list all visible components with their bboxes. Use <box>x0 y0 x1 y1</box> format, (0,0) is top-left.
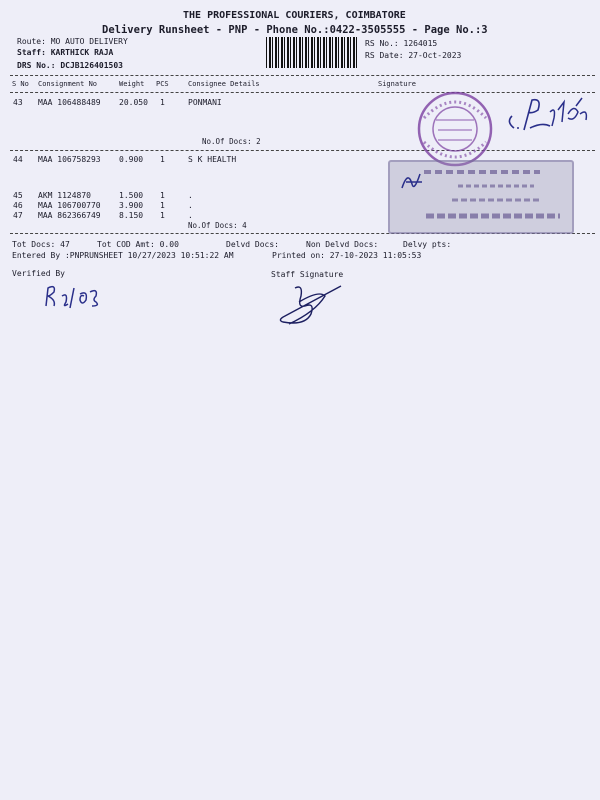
barcode <box>266 37 358 68</box>
row-47-sno: 47 <box>13 211 23 220</box>
rs-date: RS Date: 27-Oct-2023 <box>365 51 462 60</box>
col-sno: S No <box>12 80 29 88</box>
rs-number: RS No.: 1264015 <box>365 39 438 48</box>
row-46-consignment: MAA 106700770 <box>38 201 101 210</box>
row-43-consignee: PONMANI <box>188 98 222 107</box>
row-44-pcs: 1 <box>160 155 165 164</box>
row-47-pcs: 1 <box>160 211 165 220</box>
round-stamp <box>416 90 494 168</box>
total-docs: Tot Docs: 47 <box>12 240 70 249</box>
docs-count-1: No.Of Docs: 2 <box>202 137 261 146</box>
receiver-handwritten-note <box>502 92 592 142</box>
printed-on: Printed on: 27-10-2023 11:05:53 <box>272 251 422 260</box>
docs-count-2: No.Of Docs: 4 <box>188 221 247 230</box>
row-45-sno: 45 <box>13 191 23 200</box>
staff-signature <box>275 282 350 332</box>
row-44-consignment: MAA 106758293 <box>38 155 101 164</box>
row-46-consignee: . <box>188 201 193 210</box>
row-44-weight: 0.900 <box>119 155 144 164</box>
row-rule-1 <box>10 150 595 151</box>
row-45-pcs: 1 <box>160 191 165 200</box>
col-pcs: PCS <box>156 80 169 88</box>
row-45-weight: 1.500 <box>119 191 144 200</box>
row-47-consignee: . <box>188 211 193 220</box>
staff-name: Staff: KARTHICK RAJA <box>17 48 114 57</box>
receiver-initials <box>398 168 428 196</box>
col-signature: Signature <box>378 80 416 88</box>
col-consignee: Consignee Details <box>188 80 260 88</box>
row-47-consignment: MAA 862366749 <box>38 211 101 220</box>
entered-by: Entered By :PNPRUNSHEET 10/27/2023 10:51:22 AM <box>12 251 234 260</box>
non-delivered-docs: Non Delvd Docs: <box>306 240 379 249</box>
row-47-weight: 8.150 <box>119 211 144 220</box>
verifier-signature <box>40 282 110 312</box>
verified-by-label: Verified By <box>12 269 65 278</box>
row-46-pcs: 1 <box>160 201 165 210</box>
route: Route: MO AUTO DELIVERY <box>17 37 128 46</box>
table-top-rule <box>10 75 595 76</box>
row-44-consignee: S K HEALTH <box>188 155 237 164</box>
row-43-sno: 43 <box>13 98 23 107</box>
col-weight: Weight <box>119 80 145 88</box>
company-title: THE PROFESSIONAL COURIERS, COIMBATORE <box>183 10 406 21</box>
runsheet-title: Delivery Runsheet - PNP - Phone No.:0422-3505555 - Page No.:3 <box>102 24 488 36</box>
row-43-weight: 20.050 <box>119 98 148 107</box>
total-cod: Tot COD Amt: 0.00 <box>97 240 179 249</box>
row-43-pcs: 1 <box>160 98 165 107</box>
row-46-weight: 3.900 <box>119 201 144 210</box>
row-45-consignment: AKM 1124870 <box>38 191 91 200</box>
row-44-sno: 44 <box>13 155 23 164</box>
delivered-docs: Delvd Docs: <box>226 240 279 249</box>
row-45-consignee: . <box>188 191 193 200</box>
col-consignment: Consignment No <box>38 80 98 88</box>
staff-signature-label: Staff Signature <box>271 270 344 279</box>
delivery-points: Delvy pts: <box>403 240 452 249</box>
row-43-consignment: MAA 106488489 <box>38 98 101 107</box>
drs-number: DRS No.: DCJB126401503 <box>17 61 123 70</box>
row-46-sno: 46 <box>13 201 23 210</box>
